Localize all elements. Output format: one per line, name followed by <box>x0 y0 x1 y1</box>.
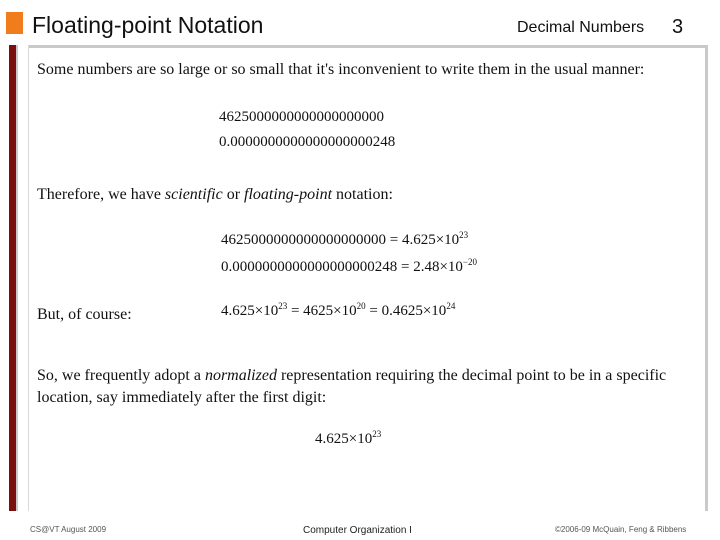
large-number: 4625000000000000000000 <box>219 109 384 125</box>
form-b: = 4625×10 <box>287 303 357 319</box>
equation-small-exponent: −20 <box>462 257 477 267</box>
therefore-paragraph <box>37 184 687 206</box>
footer-center: Computer Organization I <box>303 525 412 536</box>
intro-paragraph: Some numbers are so large or so small that it's inconvenient to write them in the usual manner: <box>37 61 645 78</box>
section-label: Decimal Numbers <box>517 19 645 36</box>
therefore-or: or <box>222 186 245 203</box>
footer-left: CS@VT August 2009 <box>30 525 107 534</box>
slide-title: Floating-point Notation <box>32 12 264 38</box>
equivalent-forms-equation <box>221 303 455 320</box>
small-number: 0.0000000000000000000248 <box>219 134 396 150</box>
form-a: 4.625×10 <box>221 303 279 319</box>
form-c-exponent: 24 <box>446 301 456 311</box>
left-sidebar-shadow <box>16 45 18 511</box>
normalized-paragraph <box>37 365 697 409</box>
orange-accent-square <box>6 12 23 34</box>
term-floating-point: floating-point <box>244 186 333 203</box>
form-b-exponent: 20 <box>356 301 366 311</box>
therefore-suffix: notation: <box>332 186 393 203</box>
form-c: = 0.4625×10 <box>365 303 447 319</box>
but-of-course-text: But, of course: <box>37 306 132 323</box>
equation-small-text: 0.0000000000000000000248 = 2.48×10 <box>221 259 463 275</box>
term-normalized: normalized <box>204 367 277 384</box>
equation-large-exponent: 23 <box>459 230 469 240</box>
page-number: 3 <box>672 16 684 38</box>
right-divider <box>705 45 708 511</box>
therefore-prefix: Therefore, we have <box>37 186 165 203</box>
left-sidebar-bar <box>9 45 16 511</box>
equation-small <box>221 259 477 276</box>
top-divider <box>28 45 708 48</box>
footer-right: ©2006-09 McQuain, Feng & Ribbens <box>555 525 687 534</box>
normalized-suffix: representation requiring the decimal point to be in a specific location, say immediately after the first digit: <box>37 367 667 406</box>
equation-large <box>221 232 468 249</box>
normalized-prefix: So, we frequently adopt a <box>37 367 205 384</box>
normalized-exponent: 23 <box>372 429 382 439</box>
inner-left-divider <box>28 45 29 511</box>
form-a-exponent: 23 <box>278 301 288 311</box>
term-scientific: scientific <box>164 186 223 203</box>
normalized-example <box>315 431 381 448</box>
equation-large-text: 4625000000000000000000 = 4.625×10 <box>221 232 460 248</box>
normalized-base: 4.625×10 <box>315 431 373 447</box>
